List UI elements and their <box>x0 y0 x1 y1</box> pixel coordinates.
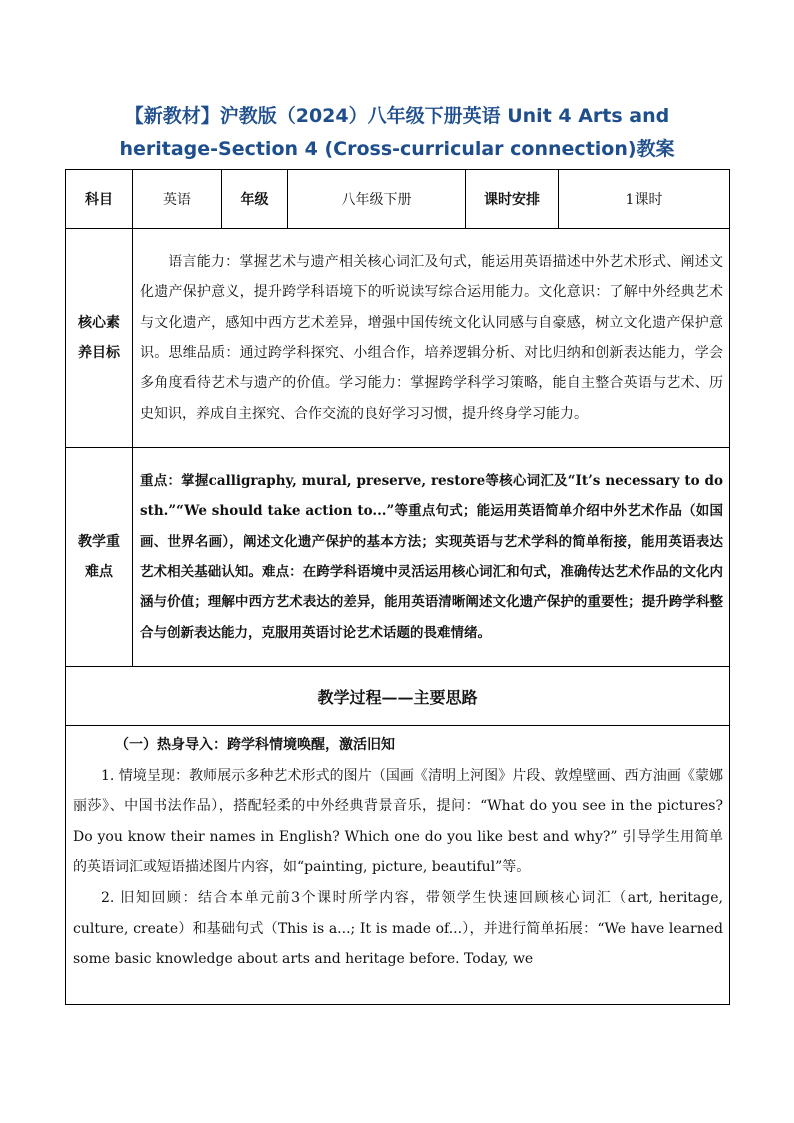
lesson-plan-table <box>65 169 730 1005</box>
process-heading: 教学过程——主要思路 <box>66 667 730 726</box>
key-difficult-row <box>66 448 730 667</box>
core-literacy-content: 语言能力：掌握艺术与遗产相关核心词汇及句式，能运用英语描述中外艺术形式、阐述文化遗产保护意义，提升跨学科语境下的听说读写综合运用能力。文化意识：了解中外经典艺术与文化遗产，感知中西方艺术差异，增强中国传统文化认同感与自豪感，树立文化遗产保护意识。思维品质：通过跨学科探究、小组合作，培养逻辑分析、对比归纳和创新表达能力，学会多角度看待艺术与遗产的价值。学习能力：掌握跨学科学习策略，能自主整合英语与艺术、历史知识，养成自主探究、合作交流的良好学习习惯，提升终身学习能力。 <box>140 253 723 422</box>
core-literacy-row <box>66 229 730 448</box>
title-line-2: heritage-Section 4 (Cross-curricular connection)教案 <box>119 138 675 160</box>
key-difficult-text <box>133 448 730 667</box>
hours-label: 课时安排 <box>466 170 559 229</box>
document-title <box>60 100 734 166</box>
section-1-heading: （一）热身导入：跨学科情境唤醒，激活旧知 <box>115 737 395 753</box>
key-difficult-content: 重点：掌握calligraphy, mural, preserve, restore等核心词汇及“It’s necessary to do sth.”“We should take action to...”等重点句式；能运用英语简单介绍中外艺术作品（如国画、世界名画），阐述文化遗产保护的基本方法；实现英语与艺术学科的简单衔接，能用英语表达艺术相关基础认知。难点：在跨学科语境中灵活运用核心词汇和句式，准确传达艺术作品的文化内涵与价值；理解中西方艺术表达的差异，能用英语清晰阐述文化遗产保护的重要性；提升跨学科整合与创新表达能力，克服用英语讨论艺术话题的畏难情绪。 <box>140 472 723 641</box>
header-row <box>66 170 730 229</box>
title-line-1: 【新教材】沪教版（2024）八年级下册英语 Unit 4 Arts and <box>124 105 670 127</box>
step-2-text: 2. 旧知回顾：结合本单元前3个课时所学内容，带领学生快速回顾核心词汇（art, heritage, culture, create）和基础句式（This is a...; It is made of...），并进行简单拓展：“We have learned some basic knowledge about arts and heritage before. Today, we <box>73 889 723 968</box>
hours-value: 1课时 <box>559 170 730 229</box>
core-literacy-text <box>133 229 730 448</box>
subject-label: 科目 <box>66 170 133 229</box>
grade-value: 八年级下册 <box>288 170 466 229</box>
grade-label: 年级 <box>222 170 288 229</box>
process-body-row <box>66 726 730 1005</box>
subject-value: 英语 <box>133 170 222 229</box>
step-1-text: 1. 情境呈现：教师展示多种艺术形式的图片（国画《清明上河图》片段、敦煌壁画、西方油画《蒙娜丽莎》、中国书法作品），搭配轻柔的中外经典背景音乐，提问：“What do you see in the pictures? Do you know their names in English? Which one do you like best and why?” 引导学生用简单的英语词汇或短语描述图片内容，如“painting, picture, beautiful”等。 <box>73 767 723 876</box>
process-body <box>66 726 730 1005</box>
key-difficult-label: 教学重难点 <box>66 448 133 667</box>
core-literacy-label: 核心素养目标 <box>66 229 133 448</box>
process-heading-row <box>66 667 730 726</box>
